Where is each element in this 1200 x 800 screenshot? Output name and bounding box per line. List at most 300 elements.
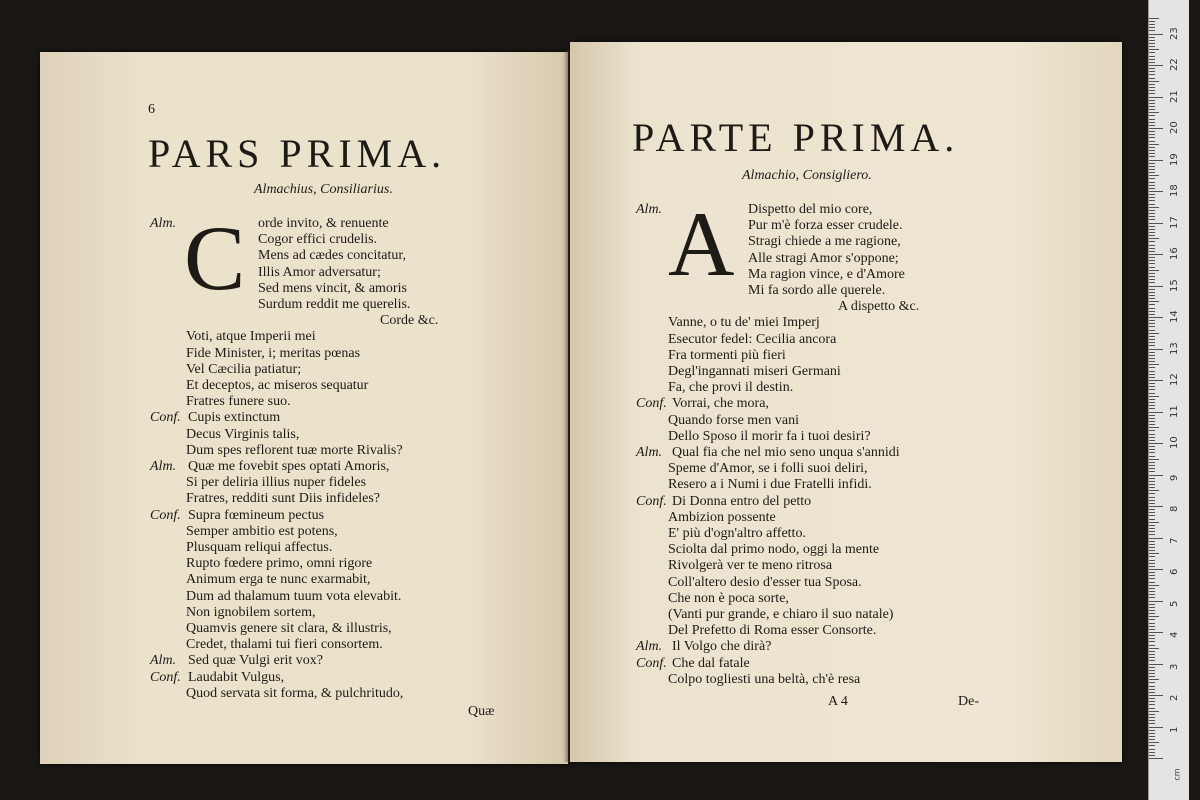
verse-line: Voti, atque Imperii mei — [186, 329, 316, 345]
ruler-tick — [1149, 97, 1163, 98]
verse-line: Dum spes reflorent tuæ morte Rivalis? — [186, 442, 403, 458]
ruler-tick — [1149, 90, 1155, 91]
ruler-tick — [1149, 651, 1155, 652]
ruler-tick — [1149, 367, 1155, 368]
verse-line: Che dal fatale — [672, 655, 750, 671]
ruler-tick — [1149, 93, 1155, 94]
ruler-tick — [1149, 216, 1155, 217]
ruler-tick — [1149, 106, 1155, 107]
ruler-tick — [1149, 686, 1155, 687]
ruler-tick — [1149, 377, 1155, 378]
ruler-tick — [1149, 500, 1155, 501]
ruler-tick — [1149, 418, 1155, 419]
ruler-tick — [1149, 610, 1155, 611]
ruler-tick — [1149, 755, 1155, 756]
verse-line: Di Donna entro del petto — [672, 493, 812, 509]
ruler-tick — [1149, 65, 1163, 66]
verse-line: Corde &c. — [380, 313, 439, 329]
ruler-tick — [1149, 160, 1163, 161]
ruler-tick — [1149, 619, 1155, 620]
ruler-tick — [1149, 657, 1155, 658]
ruler-tick — [1149, 503, 1155, 504]
ruler-number: 15 — [1169, 278, 1180, 292]
ruler-tick — [1149, 27, 1155, 28]
ruler-number: 23 — [1169, 26, 1180, 40]
ruler-number: 17 — [1169, 215, 1180, 229]
ruler-tick — [1149, 336, 1155, 337]
ruler-tick — [1149, 528, 1155, 529]
ruler-number: 14 — [1169, 310, 1180, 323]
ruler-tick — [1149, 182, 1155, 183]
ruler-tick — [1149, 752, 1155, 753]
ruler-tick — [1149, 635, 1155, 636]
left-page — [40, 52, 568, 764]
ruler-tick — [1149, 122, 1155, 123]
ruler-tick — [1149, 717, 1155, 718]
ruler-tick — [1149, 676, 1155, 677]
ruler-tick — [1149, 52, 1155, 53]
ruler-tick — [1149, 254, 1163, 255]
character-list: Almachius, Consiliarius. — [254, 182, 393, 197]
ruler-tick — [1149, 475, 1163, 476]
speaker-label: Conf. — [150, 669, 181, 685]
verse-line: Qual fia che nel mio seno unqua s'annidi — [672, 445, 900, 460]
ruler-tick — [1149, 248, 1155, 249]
ruler-tick — [1149, 396, 1159, 397]
ruler-tick — [1149, 333, 1159, 334]
verse-line: Credet, thalami tui fieri consortem. — [186, 637, 383, 653]
ruler-tick — [1149, 723, 1155, 724]
page-number: 6 — [148, 102, 155, 117]
ruler-tick — [1149, 544, 1155, 545]
verse-line: Vel Cæcilia patiatur; — [186, 361, 302, 377]
ruler-tick — [1149, 18, 1159, 19]
ruler-tick — [1149, 37, 1155, 38]
verse-line: Alle stragi Amor s'oppone; — [748, 250, 899, 266]
speaker-label: Alm. — [636, 202, 663, 217]
ruler-tick — [1149, 449, 1155, 450]
ruler-tick — [1149, 232, 1155, 233]
verse-line: Surdum reddit me querelis. — [258, 297, 411, 312]
ruler-tick — [1149, 588, 1155, 589]
ruler-tick — [1149, 446, 1155, 447]
verse-line: Sciolta dal primo nodo, oggi la mente — [668, 542, 880, 558]
ruler-tick — [1149, 424, 1155, 425]
ruler-tick — [1149, 112, 1159, 113]
ruler-tick — [1149, 308, 1155, 309]
ruler-tick — [1149, 301, 1159, 302]
ruler-tick — [1149, 235, 1155, 236]
ruler-tick — [1149, 163, 1155, 164]
ruler-tick — [1149, 421, 1155, 422]
ruler-tick — [1149, 87, 1155, 88]
ruler-tick — [1149, 229, 1155, 230]
ruler-number: 21 — [1169, 89, 1180, 103]
ruler-tick — [1149, 43, 1155, 44]
ruler-tick — [1149, 443, 1163, 444]
verse-line: Cupis extinctum — [188, 410, 281, 426]
ruler-number: 7 — [1169, 537, 1180, 544]
page-title: PARS PRIMA. — [148, 131, 447, 176]
ruler-tick — [1149, 629, 1155, 630]
ruler-tick — [1149, 708, 1155, 709]
speaker-label: Alm. — [636, 639, 663, 655]
verse-line: Coll'altero desio d'esser tua Sposa. — [668, 574, 862, 590]
page-title: PARTE PRIMA. — [632, 115, 960, 160]
ruler-tick — [1149, 147, 1155, 148]
verse-line: Mi fa sordo alle querele. — [748, 283, 886, 298]
verse-line: Quamvis genere sit clara, & illustris, — [186, 621, 392, 636]
verse-line: E' più d'ogn'altro affetto. — [668, 526, 806, 541]
verse-line: Degl'ingannati miseri Germani — [668, 364, 841, 379]
verse-line: Dum ad thalamum tuum vota elevabit. — [186, 588, 402, 604]
ruler-tick — [1149, 286, 1163, 287]
speaker-label: Conf. — [150, 507, 181, 523]
ruler-tick — [1149, 40, 1155, 41]
ruler-tick — [1149, 210, 1155, 211]
verse-line: Del Prefetto di Roma esser Consorte. — [668, 623, 877, 639]
ruler-tick — [1149, 462, 1155, 463]
ruler-tick — [1149, 560, 1155, 561]
verse-line: Plusquam reliqui affectus. — [186, 540, 333, 555]
ruler-tick — [1149, 131, 1155, 132]
ruler-tick — [1149, 24, 1155, 25]
ruler-number: 1 — [1169, 726, 1180, 733]
ruler-tick — [1149, 355, 1155, 356]
ruler-tick — [1149, 572, 1155, 573]
ruler-tick — [1149, 607, 1155, 608]
ruler-tick — [1149, 178, 1155, 179]
ruler-number: 22 — [1169, 58, 1180, 71]
ruler-tick — [1149, 452, 1155, 453]
ruler-tick — [1149, 512, 1155, 513]
ruler-tick — [1149, 352, 1155, 353]
ruler-tick — [1149, 364, 1159, 365]
ruler-tick — [1149, 251, 1155, 252]
ruler-tick — [1149, 638, 1155, 639]
ruler-tick — [1149, 471, 1155, 472]
ruler-tick — [1149, 701, 1155, 702]
ruler-tick — [1149, 345, 1155, 346]
verse-line: Fide Minister, i; meritas pœnas — [186, 345, 361, 361]
ruler-tick — [1149, 623, 1155, 624]
verse-line: Semper ambitio est potens, — [186, 523, 338, 539]
ruler-tick — [1149, 273, 1155, 274]
ruler-tick — [1149, 459, 1159, 460]
ruler-tick — [1149, 465, 1155, 466]
ruler-tick — [1149, 660, 1155, 661]
verse-line: Cogor effici crudelis. — [258, 232, 378, 248]
ruler-tick — [1149, 519, 1155, 520]
ruler-tick — [1149, 645, 1155, 646]
ruler-number: 20 — [1169, 121, 1180, 134]
ruler-tick — [1149, 172, 1155, 173]
ruler-tick — [1149, 289, 1155, 290]
verse-line: Colpo togliesti una beltà, ch'è resa — [668, 671, 861, 687]
verse-line: Quando forse men vani — [668, 412, 800, 428]
drop-cap: A — [668, 193, 735, 295]
ruler-tick — [1149, 175, 1159, 176]
ruler-tick — [1149, 213, 1155, 214]
ruler-unit: cm — [1172, 768, 1182, 781]
ruler-tick — [1149, 670, 1155, 671]
speaker-label: Conf. — [150, 410, 181, 426]
ruler-tick — [1149, 553, 1159, 554]
ruler-tick — [1149, 689, 1155, 690]
ruler-tick — [1149, 667, 1155, 668]
ruler-tick — [1149, 223, 1163, 224]
verse-line: Vanne, o tu de' miei Imperj — [668, 315, 820, 331]
ruler-tick — [1149, 342, 1155, 343]
ruler-tick — [1149, 456, 1155, 457]
ruler-tick — [1149, 547, 1155, 548]
ruler-tick — [1149, 150, 1155, 151]
ruler-tick — [1149, 241, 1155, 242]
verse-line: Speme d'Amor, se i folli suoi deliri, — [668, 461, 868, 477]
ruler-tick — [1149, 371, 1155, 372]
ruler-tick — [1149, 506, 1163, 507]
ruler-tick — [1149, 30, 1155, 31]
ruler-tick — [1149, 402, 1155, 403]
speaker-label: Alm. — [150, 653, 177, 669]
ruler-number: 2 — [1169, 694, 1180, 701]
ruler-number: 13 — [1169, 341, 1180, 355]
ruler-tick — [1149, 405, 1155, 406]
speaker-label: Alm. — [150, 216, 177, 231]
measuring-ruler — [1148, 0, 1189, 800]
verse-line: Fratres funere suo. — [186, 394, 291, 410]
ruler-tick — [1149, 632, 1163, 633]
ruler-tick — [1149, 594, 1155, 595]
verse-line: Supra fœmineum pectus — [188, 507, 325, 523]
catchword: De- — [958, 694, 979, 709]
ruler-tick — [1149, 582, 1155, 583]
ruler-tick — [1149, 563, 1155, 564]
ruler-tick — [1149, 493, 1155, 494]
ruler-tick — [1149, 153, 1155, 154]
ruler-number: 18 — [1169, 184, 1180, 197]
verse-line: Pur m'è forza esser crudele. — [748, 218, 903, 234]
ruler-tick — [1149, 326, 1155, 327]
ruler-tick — [1149, 626, 1155, 627]
ruler-tick — [1149, 207, 1159, 208]
ruler-tick — [1149, 745, 1155, 746]
ruler-tick — [1149, 270, 1159, 271]
ruler-tick — [1149, 119, 1155, 120]
ruler-tick — [1149, 601, 1163, 602]
ruler-tick — [1149, 509, 1155, 510]
ruler-tick — [1149, 204, 1155, 205]
ruler-tick — [1149, 279, 1155, 280]
ruler-tick — [1149, 71, 1155, 72]
ruler-tick — [1149, 434, 1155, 435]
verse-line: Fra tormenti più fieri — [668, 347, 786, 363]
ruler-tick — [1149, 314, 1155, 315]
ruler-number: 10 — [1169, 436, 1180, 449]
verse-line: Ma ragion vince, e d'Amore — [748, 266, 905, 282]
ruler-tick — [1149, 21, 1155, 22]
ruler-number: 5 — [1169, 600, 1180, 607]
ruler-tick — [1149, 487, 1155, 488]
ruler-tick — [1149, 695, 1163, 696]
ruler-tick — [1149, 166, 1155, 167]
ruler-tick — [1149, 383, 1155, 384]
verse-line: Quod servata sit forma, & pulchritudo, — [186, 685, 404, 701]
ruler-tick — [1149, 616, 1159, 617]
ruler-tick — [1149, 349, 1163, 350]
ruler-tick — [1149, 84, 1155, 85]
drop-cap: C — [184, 207, 246, 309]
verse-line: Et deceptos, ac miseros sequatur — [186, 378, 369, 393]
ruler-tick — [1149, 188, 1155, 189]
verse-line: (Vanti pur grande, e chiaro il suo natale) — [668, 607, 894, 622]
verse-line: Animum erga te nunc exarmabit, — [186, 572, 371, 588]
ruler-tick — [1149, 144, 1159, 145]
verse-line: Si per deliria illius nuper fideles — [186, 475, 367, 491]
verse-line: Dispetto del mio core, — [748, 202, 873, 217]
ruler-tick — [1149, 304, 1155, 305]
ruler-tick — [1149, 597, 1155, 598]
verse-line: Stragi chiede a me ragione, — [748, 234, 901, 250]
ruler-tick — [1149, 128, 1163, 129]
ruler-tick — [1149, 103, 1155, 104]
ruler-tick — [1149, 169, 1155, 170]
ruler-tick — [1149, 730, 1155, 731]
ruler-tick — [1149, 412, 1163, 413]
ruler-tick — [1149, 156, 1155, 157]
ruler-tick — [1149, 714, 1155, 715]
ruler-tick — [1149, 664, 1163, 665]
verse-line: Rupto fœdere primo, omni rigore — [186, 556, 373, 572]
ruler-tick — [1149, 323, 1155, 324]
verse-line: Ambizion possente — [668, 509, 776, 525]
ruler-tick — [1149, 194, 1155, 195]
ruler-tick — [1149, 604, 1155, 605]
ruler-tick — [1149, 226, 1155, 227]
ruler-tick — [1149, 49, 1159, 50]
ruler-tick — [1149, 197, 1155, 198]
ruler-tick — [1149, 62, 1155, 63]
ruler-tick — [1149, 380, 1163, 381]
ruler-number: 12 — [1169, 373, 1180, 386]
ruler-tick — [1149, 78, 1155, 79]
ruler-tick — [1149, 100, 1155, 101]
ruler-tick — [1149, 569, 1163, 570]
ruler-tick — [1149, 578, 1155, 579]
ruler-tick — [1149, 389, 1155, 390]
ruler-tick — [1149, 408, 1155, 409]
ruler-number: 16 — [1169, 247, 1180, 260]
ruler-tick — [1149, 399, 1155, 400]
ruler-tick — [1149, 298, 1155, 299]
character-list: Almachio, Consigliero. — [742, 168, 872, 183]
ruler-tick — [1149, 358, 1155, 359]
verse-line: Non ignobilem sortem, — [186, 604, 316, 620]
verse-line: A dispetto &c. — [838, 299, 920, 315]
verse-line: Il Volgo che dirà? — [672, 639, 772, 655]
ruler-tick — [1149, 575, 1155, 576]
speaker-label: Conf. — [636, 655, 667, 671]
verse-line: Mens ad cædes concitatur, — [258, 248, 406, 264]
ruler-tick — [1149, 185, 1155, 186]
verse-line: Laudabit Vulgus, — [188, 669, 285, 685]
ruler-tick — [1149, 531, 1155, 532]
ruler-tick — [1149, 704, 1155, 705]
ruler-tick — [1149, 317, 1163, 318]
verse-line: Sed quæ Vulgi erit vox? — [188, 653, 324, 669]
ruler-tick — [1149, 374, 1155, 375]
ruler-tick — [1149, 386, 1155, 387]
ruler-number: 19 — [1169, 152, 1180, 166]
ruler-tick — [1149, 497, 1155, 498]
ruler-tick — [1149, 515, 1155, 516]
ruler-tick — [1149, 276, 1155, 277]
ruler-tick — [1149, 260, 1155, 261]
ruler-tick — [1149, 749, 1155, 750]
ruler-tick — [1149, 393, 1155, 394]
ruler-tick — [1149, 481, 1155, 482]
ruler-tick — [1149, 74, 1155, 75]
verse-line: orde invito, & renuente — [258, 216, 389, 231]
ruler-tick — [1149, 727, 1163, 728]
ruler-number: 11 — [1169, 404, 1180, 418]
verse-line: Illis Amor adversatur; — [258, 264, 381, 280]
ruler-tick — [1149, 648, 1159, 649]
ruler-tick — [1149, 550, 1155, 551]
ruler-tick — [1149, 361, 1155, 362]
ruler-tick — [1149, 720, 1155, 721]
speaker-label: Conf. — [636, 493, 667, 509]
verse-line: Quæ me fovebit spes optati Amoris, — [188, 459, 390, 474]
ruler-tick — [1149, 468, 1155, 469]
ruler-tick — [1149, 641, 1155, 642]
ruler-tick — [1149, 56, 1155, 57]
verse-line: Vorrai, che mora, — [672, 396, 769, 412]
ruler-tick — [1149, 591, 1155, 592]
ruler-tick — [1149, 46, 1155, 47]
ruler-tick — [1149, 34, 1163, 35]
ruler-tick — [1149, 585, 1159, 586]
ruler-tick — [1149, 733, 1155, 734]
ruler-tick — [1149, 311, 1155, 312]
ruler-number: 6 — [1169, 568, 1180, 575]
ruler-tick — [1149, 556, 1155, 557]
ruler-tick — [1149, 613, 1155, 614]
ruler-tick — [1149, 267, 1155, 268]
ruler-tick — [1149, 478, 1155, 479]
verse-line: Resero a i Numi i due Fratelli infidi. — [668, 477, 872, 493]
ruler-tick — [1149, 566, 1155, 567]
ruler-tick — [1149, 191, 1163, 192]
verse-line: Dello Sposo il morir fa i tuoi desiri? — [668, 428, 871, 444]
verse-line: Decus Virginis talis, — [186, 426, 300, 442]
ruler-tick — [1149, 538, 1163, 539]
ruler-tick — [1149, 673, 1155, 674]
ruler-tick — [1149, 525, 1155, 526]
ruler-tick — [1149, 430, 1155, 431]
ruler-tick — [1149, 739, 1155, 740]
right-page — [570, 42, 1122, 762]
ruler-tick — [1149, 219, 1155, 220]
ruler-tick — [1149, 134, 1155, 135]
ruler-tick — [1149, 292, 1155, 293]
ruler-tick — [1149, 295, 1155, 296]
ruler-tick — [1149, 541, 1155, 542]
ruler-tick — [1149, 200, 1155, 201]
ruler-tick — [1149, 427, 1159, 428]
ruler-tick — [1149, 137, 1155, 138]
verse-line: Fratres, redditi sunt Diis infideles? — [186, 491, 381, 507]
